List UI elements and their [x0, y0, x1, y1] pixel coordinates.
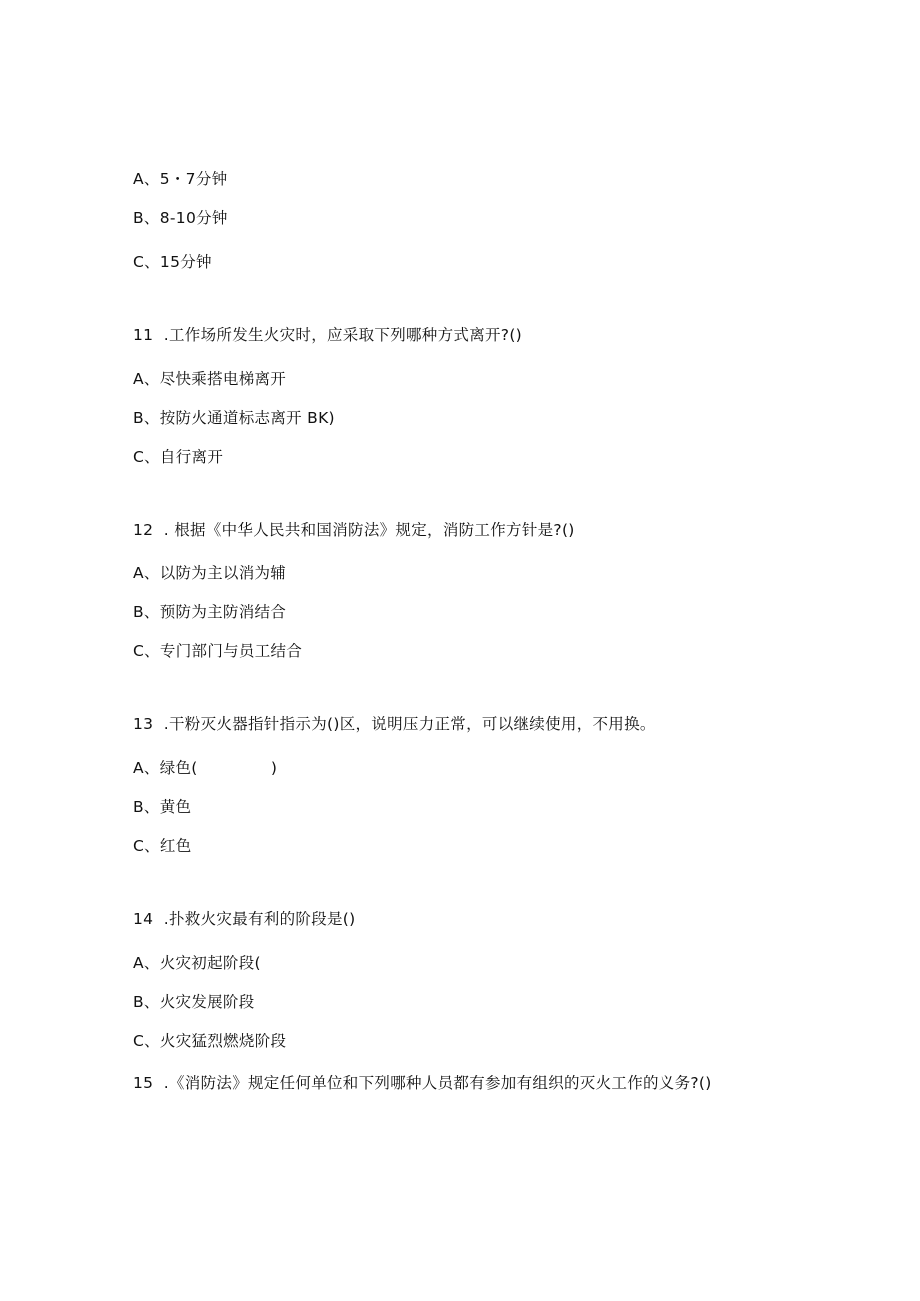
q12-question: 12 . 根据《中华人民共和国消防法》规定，消防工作方针是?()	[133, 521, 575, 539]
q11-option-c: C、自行离开	[133, 448, 224, 466]
q12-option-a: A、以防为主以消为辅	[133, 564, 287, 582]
q12-option-c: C、专门部门与员工结合	[133, 642, 303, 660]
q13-option-a: A、绿色( )	[133, 759, 278, 777]
q13-option-c: C、红色	[133, 837, 192, 855]
q11-option-a: A、尽快乘搭电梯离开	[133, 370, 287, 388]
q10-option-a: A、5・7分钟	[133, 170, 228, 188]
q11-option-b: B、按防火通道标志离开 BK)	[133, 409, 335, 427]
q13-question: 13 .干粉灭火器指针指示为()区，说明压力正常，可以继续使用，不用换。	[133, 715, 656, 733]
q13-option-b: B、黄色	[133, 798, 192, 816]
q12-option-b: B、预防为主防消结合	[133, 603, 287, 621]
q14-option-a: A、火灾初起阶段(	[133, 954, 261, 972]
q11-question: 11 .工作场所发生火灾时，应采取下列哪种方式离开?()	[133, 326, 523, 344]
q15-question: 15 .《消防法》规定任何单位和下列哪种人员都有参加有组织的灭火工作的义务?()	[133, 1074, 712, 1092]
q10-option-b: B、8-10分钟	[133, 209, 228, 227]
q14-question: 14 .扑救火灾最有利的阶段是()	[133, 910, 356, 928]
q14-option-c: C、火灾猛烈燃烧阶段	[133, 1032, 287, 1050]
q10-option-c: C、15分钟	[133, 253, 212, 271]
q14-option-b: B、火灾发展阶段	[133, 993, 255, 1011]
